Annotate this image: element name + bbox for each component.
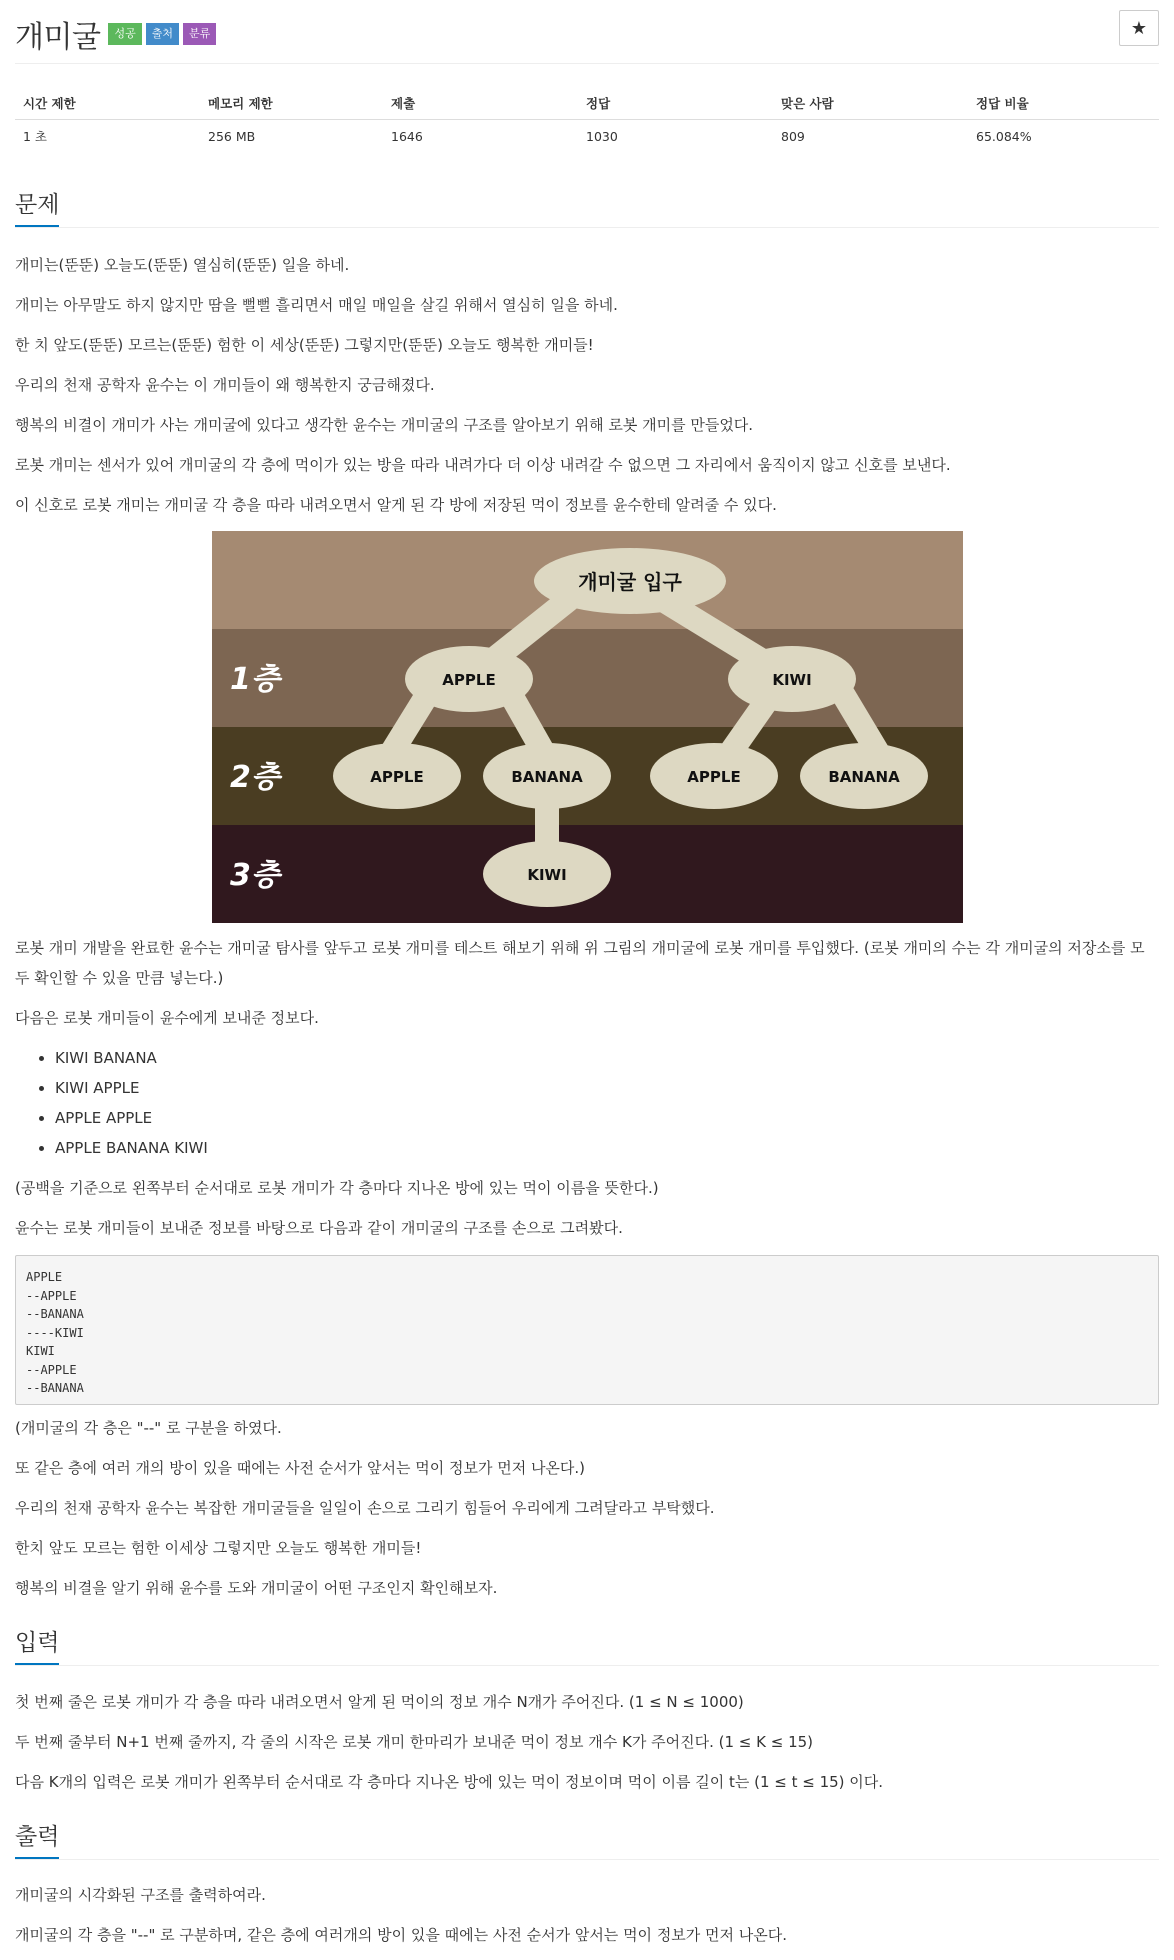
list-item: • APPLE APPLE bbox=[55, 1103, 208, 1133]
header-submissions: 제출 bbox=[383, 88, 578, 119]
value-accept-ratio: 65.084% bbox=[976, 128, 1032, 144]
input-paragraph: 두 번째 줄부터 N+1 번째 줄까지, 각 줄의 시작은 로봇 개미 한마리가 보내준 먹이 정보 개수 K가 주어진다. (1 ≤ K ≤ 15) bbox=[15, 1733, 814, 1751]
badge-success[interactable]: 성공 bbox=[108, 23, 141, 45]
room-label: APPLE bbox=[687, 768, 741, 786]
section-divider bbox=[15, 1665, 1159, 1666]
problem-paragraph: 또 같은 층에 여러 개의 방이 있을 때에는 사전 순서가 앞서는 먹이 정보가 먼저 나온다.) bbox=[15, 1459, 586, 1477]
problem-paragraph: 윤수는 로봇 개미들이 보내준 정보를 바탕으로 다음과 같이 개미굴의 구조를 손으로 그려봤다. bbox=[15, 1219, 623, 1237]
room-label: BANANA bbox=[828, 768, 900, 786]
problem-info-table bbox=[15, 88, 1159, 153]
floor-label: 3층 bbox=[230, 858, 280, 893]
problem-section-header bbox=[15, 186, 1159, 228]
input-section-title: 입력 bbox=[15, 1624, 59, 1666]
structure-code-block: APPLE --APPLE --BANANA ----KIWI KIWI --APPLE --BANANA bbox=[15, 1255, 1159, 1405]
output-section-header bbox=[15, 1818, 1159, 1860]
problem-section-title: 문제 bbox=[15, 186, 59, 228]
room-label: KIWI bbox=[772, 671, 812, 689]
anthill-diagram bbox=[212, 531, 963, 923]
table-row bbox=[15, 119, 1159, 153]
problem-paragraph: (공백을 기준으로 왼쪽부터 순서대로 로봇 개미가 각 층마다 지나온 방에 있는 먹이 이름을 뜻한다.) bbox=[15, 1179, 659, 1197]
value-submissions: 1646 bbox=[391, 128, 423, 144]
problem-paragraph: 행복의 비결이 개미가 사는 개미굴에 있다고 생각한 윤수는 개미굴의 구조를 알아보기 위해 로봇 개미를 만들었다. bbox=[15, 416, 754, 434]
problem-paragraph: 다음은 로봇 개미들이 윤수에게 보내준 정보다. bbox=[15, 1009, 319, 1027]
floor-label: 2층 bbox=[230, 760, 280, 795]
star-icon: ★ bbox=[1130, 17, 1148, 38]
problem-paragraph: 우리의 천재 공학자 윤수는 복잡한 개미굴들을 일일이 손으로 그리기 힘들어 우리에게 그려달라고 부탁했다. bbox=[15, 1499, 715, 1517]
list-item: • KIWI BANANA bbox=[55, 1043, 208, 1073]
robot-info-list bbox=[55, 1043, 208, 1163]
room-label: APPLE bbox=[442, 671, 496, 689]
badge-category[interactable]: 분류 bbox=[183, 23, 216, 45]
input-paragraph: 첫 번째 줄은 로봇 개미가 각 층을 따라 내려오면서 알게 된 먹이의 정보 개수 N개가 주어진다. (1 ≤ N ≤ 1000) bbox=[15, 1693, 744, 1711]
problem-paragraph: 로봇 개미 개발을 완료한 윤수는 개미굴 탐사를 앞두고 로봇 개미를 테스트 해보기 위해 위 그림의 개미굴에 로봇 개미를 투입했다. (로봇 개미의 수는 각 개미굴의 저장소를 모 bbox=[15, 939, 1145, 957]
header-memory-limit: 메모리 제한 bbox=[200, 88, 383, 119]
star-button[interactable] bbox=[1119, 10, 1159, 46]
badge-source[interactable]: 출처 bbox=[146, 23, 179, 45]
problem-paragraph: 우리의 천재 공학자 윤수는 이 개미들이 왜 행복한지 궁금해졌다. bbox=[15, 376, 435, 394]
output-paragraph: 개미굴의 각 층을 "--" 로 구분하며, 같은 층에 여러개의 방이 있을 때에는 사전 순서가 앞서는 먹이 정보가 먼저 나온다. bbox=[15, 1926, 788, 1944]
value-solved-users: 809 bbox=[781, 128, 805, 144]
list-item: • APPLE BANANA KIWI bbox=[55, 1133, 208, 1163]
problem-paragraph: 두 확인할 수 있을 만큼 넣는다.) bbox=[15, 969, 224, 987]
list-item: • KIWI APPLE bbox=[55, 1073, 208, 1103]
problem-paragraph: (개미굴의 각 층은 "--" 로 구분을 하였다. bbox=[15, 1419, 282, 1437]
input-section-header bbox=[15, 1624, 1159, 1666]
problem-paragraph: 개미는 아무말도 하지 않지만 땀을 뻘뻘 흘리면서 매일 매일을 살길 위해서 열심히 일을 하네. bbox=[15, 296, 618, 314]
room-label: APPLE bbox=[370, 768, 424, 786]
input-paragraph: 다음 K개의 입력은 로봇 개미가 왼쪽부터 순서대로 각 층마다 지나온 방에 있는 먹이 정보이며 먹이 이름 길이 t는 (1 ≤ t ≤ 15) 이다. bbox=[15, 1773, 884, 1791]
entrance-label: 개미굴 입구 bbox=[578, 570, 682, 594]
problem-paragraph: 한 치 앞도(뚠뚠) 모르는(뚠뚠) 험한 이 세상(뚠뚠) 그렇지만(뚠뚠) 오늘도 행복한 개미들! bbox=[15, 336, 594, 354]
output-paragraph: 개미굴의 시각화된 구조를 출력하여라. bbox=[15, 1886, 266, 1904]
problem-paragraph: 로봇 개미는 센서가 있어 개미굴의 각 층에 먹이가 있는 방을 따라 내려가다 더 이상 내려갈 수 없으면 그 자리에서 움직이지 않고 신호를 보낸다. bbox=[15, 456, 951, 474]
page-title: 개미굴 bbox=[15, 20, 101, 55]
problem-paragraph: 한치 앞도 모르는 험한 이세상 그렇지만 오늘도 행복한 개미들! bbox=[15, 1539, 422, 1557]
value-memory-limit: 256 MB bbox=[208, 128, 256, 144]
table-header-row bbox=[15, 88, 1159, 119]
output-section-title: 출력 bbox=[15, 1818, 59, 1860]
problem-paragraph: 개미는(뚠뚠) 오늘도(뚠뚠) 열심히(뚠뚠) 일을 하네. bbox=[15, 256, 350, 274]
header-solved-users: 맞은 사람 bbox=[773, 88, 968, 119]
header-divider bbox=[15, 63, 1159, 64]
header-accept-ratio: 정답 비율 bbox=[968, 88, 1159, 119]
problem-paragraph: 이 신호로 로봇 개미는 개미굴 각 층을 따라 내려오면서 알게 된 각 방에 저장된 먹이 정보를 윤수한테 알려줄 수 있다. bbox=[15, 496, 777, 514]
value-time-limit: 1 초 bbox=[23, 129, 48, 145]
header-accepted: 정답 bbox=[578, 88, 773, 119]
problem-paragraph: 행복의 비결을 알기 위해 윤수를 도와 개미굴이 어떤 구조인지 확인해보자. bbox=[15, 1579, 498, 1597]
floor-label: 1층 bbox=[230, 662, 280, 697]
section-divider bbox=[15, 1859, 1159, 1860]
room-label: KIWI bbox=[527, 866, 567, 884]
title-row bbox=[15, 8, 1159, 60]
section-divider bbox=[15, 227, 1159, 228]
room-label: BANANA bbox=[511, 768, 583, 786]
value-accepted: 1030 bbox=[586, 128, 618, 144]
header-time-limit: 시간 제한 bbox=[15, 88, 200, 119]
